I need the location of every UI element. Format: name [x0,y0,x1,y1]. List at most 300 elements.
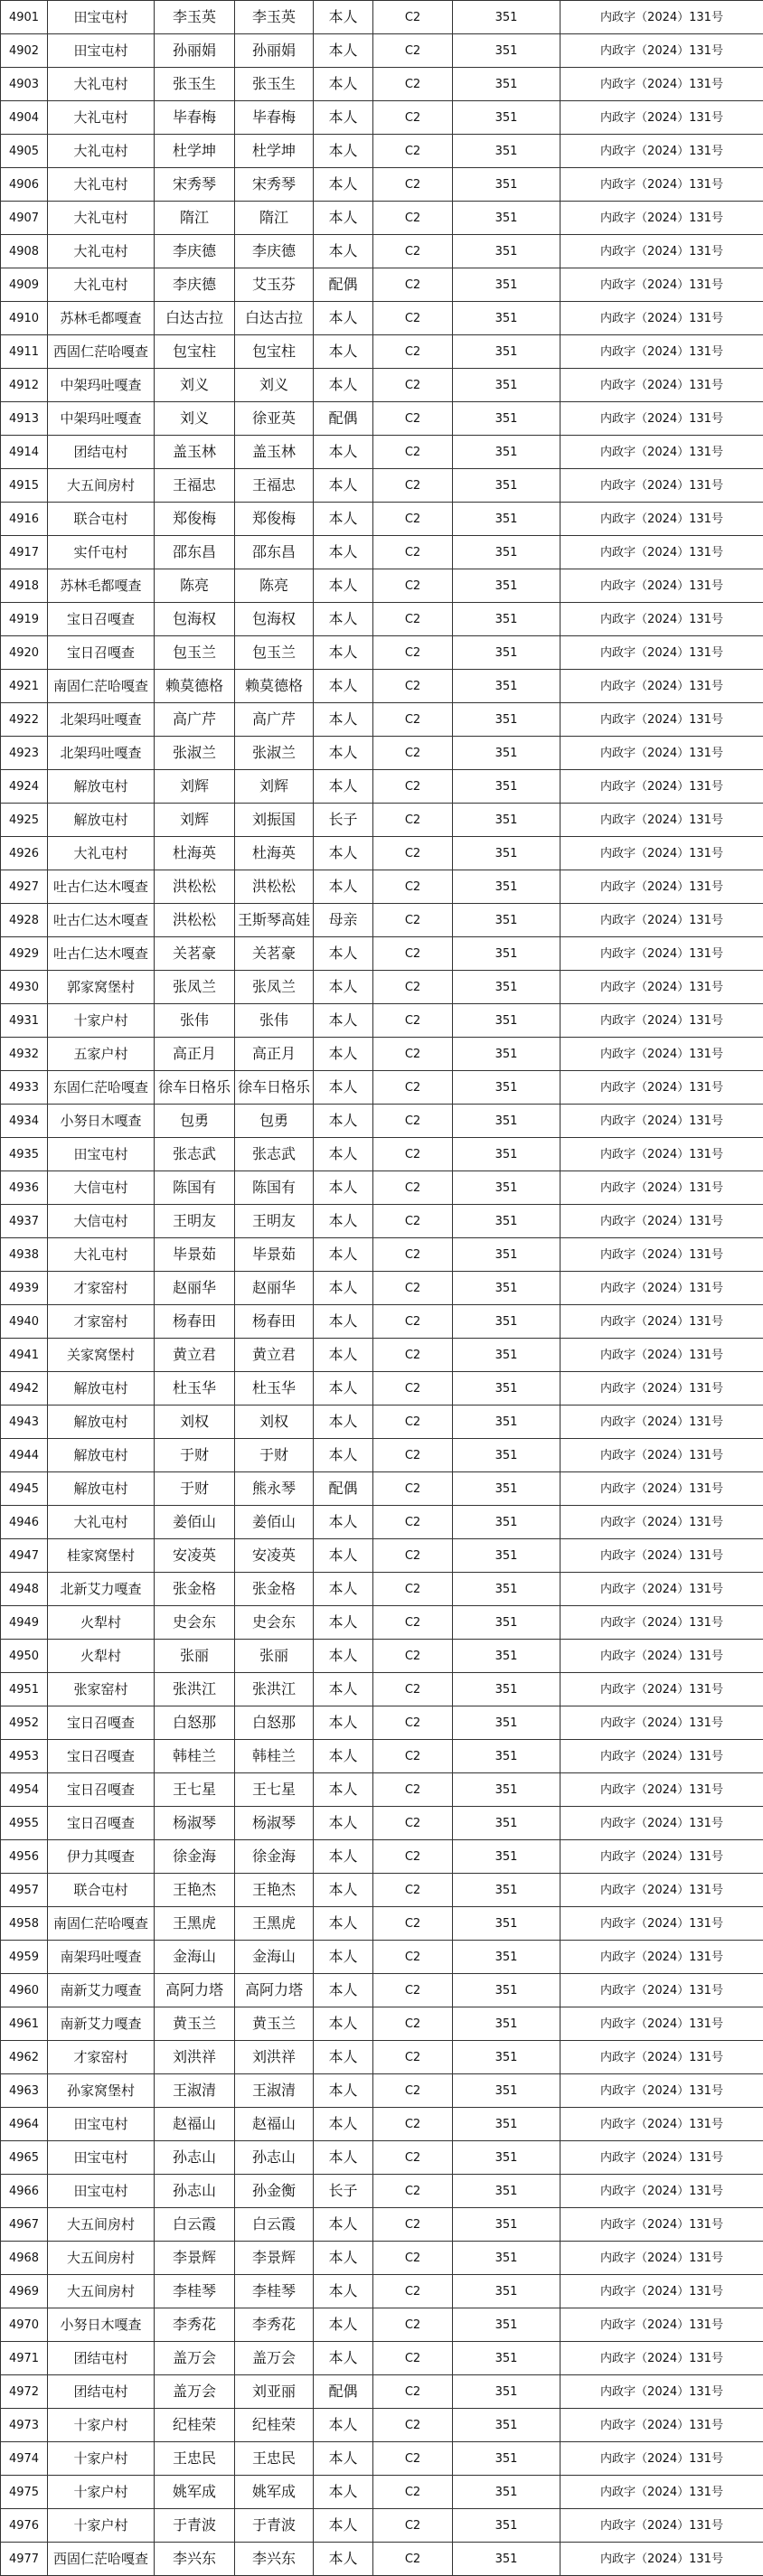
village-cell: 解放屯村 [48,1372,155,1406]
document-number-cell: 内政字（2024）131号 [560,202,763,235]
category-cell: C2 [373,703,453,737]
amount-cell: 351 [453,2308,560,2342]
table-row [1,335,763,369]
category-cell: C2 [373,335,453,369]
amount-cell: 351 [453,2442,560,2476]
category-cell: C2 [373,2041,453,2074]
relation-cell: 本人 [314,1807,373,1840]
relation-cell: 本人 [314,503,373,536]
relation-cell: 本人 [314,1305,373,1339]
category-cell: C2 [373,1004,453,1038]
category-cell: C2 [373,2308,453,2342]
village-cell: 联合屯村 [48,503,155,536]
relation-cell: 本人 [314,1706,373,1740]
relation-cell: 本人 [314,68,373,101]
holder-name-cell: 张金格 [155,1573,235,1606]
relation-cell: 本人 [314,1004,373,1038]
relation-cell: 本人 [314,369,373,402]
table-row [1,2141,763,2175]
row-number-cell: 4956 [1,1840,48,1874]
row-number-cell: 4951 [1,1673,48,1706]
village-cell: 田宝屯村 [48,2141,155,2175]
holder-name-cell: 陈国有 [155,1171,235,1205]
table-row [1,202,763,235]
category-cell: C2 [373,268,453,302]
table-row [1,503,763,536]
recipient-name-cell: 杨淑琴 [235,1807,314,1840]
row-number-cell: 4968 [1,2242,48,2275]
category-cell: C2 [373,804,453,837]
table-row [1,1740,763,1773]
village-cell: 宝日召嘎查 [48,603,155,636]
amount-cell: 351 [453,2409,560,2442]
holder-name-cell: 赖莫德格 [155,670,235,703]
amount-cell: 351 [453,1807,560,1840]
holder-name-cell: 赵丽华 [155,1272,235,1305]
row-number-cell: 4965 [1,2141,48,2175]
holder-name-cell: 毕春梅 [155,101,235,135]
village-cell: 中架玛吐嘎查 [48,402,155,436]
row-number-cell: 4915 [1,469,48,503]
document-number-cell: 内政字（2024）131号 [560,2074,763,2108]
row-number-cell: 4964 [1,2108,48,2141]
holder-name-cell: 张志武 [155,1138,235,1171]
village-cell: 团结屯村 [48,2375,155,2409]
row-number-cell: 4955 [1,1807,48,1840]
holder-name-cell: 毕景茹 [155,1238,235,1272]
document-number-cell: 内政字（2024）131号 [560,1372,763,1406]
row-number-cell: 4925 [1,804,48,837]
recipient-name-cell: 包玉兰 [235,636,314,670]
recipient-name-cell: 陈国有 [235,1171,314,1205]
amount-cell: 351 [453,369,560,402]
document-number-cell: 内政字（2024）131号 [560,904,763,937]
category-cell: C2 [373,2242,453,2275]
category-cell: C2 [373,1439,453,1472]
recipient-name-cell: 刘权 [235,1406,314,1439]
table-row [1,101,763,135]
amount-cell: 351 [453,1004,560,1038]
row-number-cell: 4913 [1,402,48,436]
village-cell: 西固仁茫哈嘎查 [48,335,155,369]
amount-cell: 351 [453,1272,560,1305]
document-number-cell: 内政字（2024）131号 [560,2476,763,2509]
row-number-cell: 4966 [1,2175,48,2208]
holder-name-cell: 王黑虎 [155,1907,235,1941]
table-row [1,2442,763,2476]
holder-name-cell: 刘权 [155,1406,235,1439]
relation-cell: 长子 [314,804,373,837]
holder-name-cell: 李庆德 [155,268,235,302]
village-cell: 大五间房村 [48,2275,155,2308]
table-row [1,904,763,937]
village-cell: 小努日木嘎查 [48,1105,155,1138]
recipient-name-cell: 盖万会 [235,2342,314,2375]
document-number-cell: 内政字（2024）131号 [560,2275,763,2308]
village-cell: 南固仁茫哈嘎查 [48,1907,155,1941]
document-number-cell: 内政字（2024）131号 [560,302,763,335]
category-cell: C2 [373,1907,453,1941]
relation-cell: 本人 [314,1205,373,1238]
table-row [1,1038,763,1071]
table-row [1,1907,763,1941]
amount-cell: 351 [453,1071,560,1105]
row-number-cell: 4928 [1,904,48,937]
row-number-cell: 4902 [1,34,48,68]
relation-cell: 本人 [314,737,373,770]
recipient-name-cell: 高正月 [235,1038,314,1071]
row-number-cell: 4904 [1,101,48,135]
category-cell: C2 [373,369,453,402]
category-cell: C2 [373,1840,453,1874]
relation-cell: 本人 [314,2442,373,2476]
amount-cell: 351 [453,2275,560,2308]
holder-name-cell: 姜佰山 [155,1506,235,1539]
holder-name-cell: 孙志山 [155,2141,235,2175]
relation-cell: 本人 [314,302,373,335]
amount-cell: 351 [453,569,560,603]
village-cell: 吐古仁达木嘎查 [48,904,155,937]
holder-name-cell: 王忠民 [155,2442,235,2476]
row-number-cell: 4914 [1,436,48,469]
row-number-cell: 4901 [1,1,48,34]
table-row [1,1840,763,1874]
table-row [1,2175,763,2208]
document-number-cell: 内政字（2024）131号 [560,569,763,603]
row-number-cell: 4952 [1,1706,48,1740]
holder-name-cell: 张凤兰 [155,971,235,1004]
amount-cell: 351 [453,202,560,235]
row-number-cell: 4929 [1,937,48,971]
row-number-cell: 4975 [1,2476,48,2509]
recipient-name-cell: 隋江 [235,202,314,235]
row-number-cell: 4909 [1,268,48,302]
relation-cell: 本人 [314,469,373,503]
table-row [1,1238,763,1272]
village-cell: 孙家窝堡村 [48,2074,155,2108]
holder-name-cell: 孙志山 [155,2175,235,2208]
table-row [1,1305,763,1339]
holder-name-cell: 于财 [155,1439,235,1472]
amount-cell: 351 [453,2476,560,2509]
category-cell: C2 [373,837,453,870]
table-row [1,1004,763,1038]
recipient-name-cell: 张洪江 [235,1673,314,1706]
relation-cell: 本人 [314,2308,373,2342]
holder-name-cell: 金海山 [155,1941,235,1974]
document-number-cell: 内政字（2024）131号 [560,2543,763,2576]
category-cell: C2 [373,2543,453,2576]
village-cell: 大五间房村 [48,2242,155,2275]
holder-name-cell: 杜学坤 [155,135,235,168]
table-row [1,2543,763,2576]
recipient-name-cell: 王黑虎 [235,1907,314,1941]
holder-name-cell: 王淑清 [155,2074,235,2108]
document-number-cell: 内政字（2024）131号 [560,2141,763,2175]
recipient-name-cell: 邵东昌 [235,536,314,569]
holder-name-cell: 纪桂荣 [155,2409,235,2442]
village-cell: 十家户村 [48,2476,155,2509]
category-cell: C2 [373,904,453,937]
table-row [1,1071,763,1105]
recipient-name-cell: 姚军成 [235,2476,314,2509]
document-number-cell: 内政字（2024）131号 [560,402,763,436]
relation-cell: 本人 [314,1171,373,1205]
document-number-cell: 内政字（2024）131号 [560,603,763,636]
table-row [1,1171,763,1205]
table-row [1,302,763,335]
relation-cell: 本人 [314,2041,373,2074]
amount-cell: 351 [453,1974,560,2007]
amount-cell: 351 [453,268,560,302]
village-cell: 十家户村 [48,2442,155,2476]
holder-name-cell: 陈亮 [155,569,235,603]
category-cell: C2 [373,2007,453,2041]
document-number-cell: 内政字（2024）131号 [560,1071,763,1105]
relation-cell: 本人 [314,1339,373,1372]
row-number-cell: 4911 [1,335,48,369]
table-row [1,1874,763,1907]
relation-cell: 本人 [314,1238,373,1272]
table-row [1,1640,763,1673]
category-cell: C2 [373,2074,453,2108]
table-row [1,1406,763,1439]
document-number-cell: 内政字（2024）131号 [560,2108,763,2141]
relation-cell: 本人 [314,636,373,670]
row-number-cell: 4939 [1,1272,48,1305]
category-cell: C2 [373,1573,453,1606]
document-number-cell: 内政字（2024）131号 [560,469,763,503]
holder-name-cell: 杜海英 [155,837,235,870]
category-cell: C2 [373,2108,453,2141]
village-cell: 大礼屯村 [48,1238,155,1272]
category-cell: C2 [373,2409,453,2442]
table-row [1,703,763,737]
table-row [1,2275,763,2308]
row-number-cell: 4949 [1,1606,48,1640]
recipient-name-cell: 盖玉林 [235,436,314,469]
category-cell: C2 [373,1171,453,1205]
table-row [1,168,763,202]
amount-cell: 351 [453,335,560,369]
holder-name-cell: 韩桂兰 [155,1740,235,1773]
category-cell: C2 [373,1807,453,1840]
document-number-cell: 内政字（2024）131号 [560,135,763,168]
relation-cell: 本人 [314,2108,373,2141]
relation-cell: 本人 [314,2074,373,2108]
relation-cell: 配偶 [314,402,373,436]
village-cell: 团结屯村 [48,2342,155,2375]
village-cell: 解放屯村 [48,804,155,837]
recipient-name-cell: 赵丽华 [235,1272,314,1305]
recipient-name-cell: 王斯琴高娃 [235,904,314,937]
holder-name-cell: 黄立君 [155,1339,235,1372]
holder-name-cell: 高阿力塔 [155,1974,235,2007]
amount-cell: 351 [453,2041,560,2074]
amount-cell: 351 [453,2007,560,2041]
holder-name-cell: 洪松松 [155,904,235,937]
relation-cell: 本人 [314,1874,373,1907]
amount-cell: 351 [453,1472,560,1506]
amount-cell: 351 [453,904,560,937]
category-cell: C2 [373,1238,453,1272]
village-cell: 十家户村 [48,1004,155,1038]
category-cell: C2 [373,2342,453,2375]
amount-cell: 351 [453,1105,560,1138]
village-cell: 大礼屯村 [48,1506,155,1539]
recipient-name-cell: 刘振国 [235,804,314,837]
holder-name-cell: 孙丽娟 [155,34,235,68]
recipient-name-cell: 孙志山 [235,2141,314,2175]
village-cell: 北架玛吐嘎查 [48,737,155,770]
document-number-cell: 内政字（2024）131号 [560,837,763,870]
table-row [1,268,763,302]
amount-cell: 351 [453,2074,560,2108]
document-number-cell: 内政字（2024）131号 [560,1807,763,1840]
document-number-cell: 内政字（2024）131号 [560,101,763,135]
table-row [1,68,763,101]
row-number-cell: 4940 [1,1305,48,1339]
relation-cell: 本人 [314,971,373,1004]
relation-cell: 本人 [314,670,373,703]
holder-name-cell: 白云霞 [155,2208,235,2242]
village-cell: 小努日木嘎查 [48,2308,155,2342]
amount-cell: 351 [453,1406,560,1439]
category-cell: C2 [373,1472,453,1506]
document-number-cell: 内政字（2024）131号 [560,1105,763,1138]
village-cell: 中架玛吐嘎查 [48,369,155,402]
holder-name-cell: 王明友 [155,1205,235,1238]
relation-cell: 本人 [314,2509,373,2543]
row-number-cell: 4916 [1,503,48,536]
holder-name-cell: 张洪江 [155,1673,235,1706]
category-cell: C2 [373,603,453,636]
document-number-cell: 内政字（2024）131号 [560,770,763,804]
relation-cell: 本人 [314,870,373,904]
recipient-name-cell: 杜学坤 [235,135,314,168]
document-number-cell: 内政字（2024）131号 [560,670,763,703]
holder-name-cell: 李景辉 [155,2242,235,2275]
document-number-cell: 内政字（2024）131号 [560,503,763,536]
category-cell: C2 [373,1339,453,1372]
village-cell: 火犁村 [48,1640,155,1673]
amount-cell: 351 [453,2208,560,2242]
row-number-cell: 4930 [1,971,48,1004]
document-number-cell: 内政字（2024）131号 [560,436,763,469]
document-number-cell: 内政字（2024）131号 [560,68,763,101]
recipient-name-cell: 黄玉兰 [235,2007,314,2041]
recipient-name-cell: 李秀花 [235,2308,314,2342]
table-row [1,1472,763,1506]
category-cell: C2 [373,2476,453,2509]
village-cell: 大礼屯村 [48,68,155,101]
recipient-name-cell: 陈亮 [235,569,314,603]
row-number-cell: 4947 [1,1539,48,1573]
recipient-name-cell: 于青波 [235,2509,314,2543]
amount-cell: 351 [453,469,560,503]
table-row [1,636,763,670]
village-cell: 田宝屯村 [48,1138,155,1171]
holder-name-cell: 包勇 [155,1105,235,1138]
recipient-name-cell: 白达古拉 [235,302,314,335]
holder-name-cell: 杜玉华 [155,1372,235,1406]
document-number-cell: 内政字（2024）131号 [560,2509,763,2543]
amount-cell: 351 [453,2342,560,2375]
amount-cell: 351 [453,1840,560,1874]
table-row [1,2308,763,2342]
village-cell: 西固仁茫哈嘎查 [48,2543,155,2576]
recipient-name-cell: 杜玉华 [235,1372,314,1406]
document-number-cell: 内政字（2024）131号 [560,536,763,569]
holder-name-cell: 盖玉林 [155,436,235,469]
row-number-cell: 4963 [1,2074,48,2108]
category-cell: C2 [373,536,453,569]
document-number-cell: 内政字（2024）131号 [560,2308,763,2342]
row-number-cell: 4903 [1,68,48,101]
row-number-cell: 4970 [1,2308,48,2342]
amount-cell: 351 [453,1506,560,1539]
recipient-name-cell: 李玉英 [235,1,314,34]
relation-cell: 本人 [314,1038,373,1071]
row-number-cell: 4977 [1,2543,48,2576]
table-row [1,135,763,168]
table-row [1,1706,763,1740]
holder-name-cell: 安凌英 [155,1539,235,1573]
table-row [1,469,763,503]
row-number-cell: 4937 [1,1205,48,1238]
document-number-cell: 内政字（2024）131号 [560,1706,763,1740]
table-row [1,603,763,636]
document-number-cell: 内政字（2024）131号 [560,1406,763,1439]
table-row [1,2041,763,2074]
village-cell: 北架玛吐嘎查 [48,703,155,737]
amount-cell: 351 [453,670,560,703]
table-row [1,235,763,268]
village-cell: 实仟屯村 [48,536,155,569]
row-number-cell: 4926 [1,837,48,870]
amount-cell: 351 [453,2108,560,2141]
table-row [1,804,763,837]
category-cell: C2 [373,1272,453,1305]
table-row [1,2108,763,2141]
table-row [1,1339,763,1372]
amount-cell: 351 [453,1640,560,1673]
table-row [1,2476,763,2509]
relation-cell: 本人 [314,837,373,870]
holder-name-cell: 王福忠 [155,469,235,503]
relation-cell: 本人 [314,2242,373,2275]
amount-cell: 351 [453,2375,560,2409]
amount-cell: 351 [453,1038,560,1071]
category-cell: C2 [373,34,453,68]
document-number-cell: 内政字（2024）131号 [560,1272,763,1305]
table-row [1,1673,763,1706]
document-number-cell: 内政字（2024）131号 [560,804,763,837]
document-number-cell: 内政字（2024）131号 [560,235,763,268]
village-cell: 吐古仁达木嘎查 [48,870,155,904]
village-cell: 南新艾力嘎查 [48,1974,155,2007]
document-number-cell: 内政字（2024）131号 [560,2375,763,2409]
table-row [1,436,763,469]
amount-cell: 351 [453,1339,560,1372]
document-number-cell: 内政字（2024）131号 [560,1573,763,1606]
relation-cell: 本人 [314,1372,373,1406]
recipient-name-cell: 安凌英 [235,1539,314,1573]
village-cell: 五家户村 [48,1038,155,1071]
holder-name-cell: 高正月 [155,1038,235,1071]
table-row [1,1807,763,1840]
row-number-cell: 4917 [1,536,48,569]
